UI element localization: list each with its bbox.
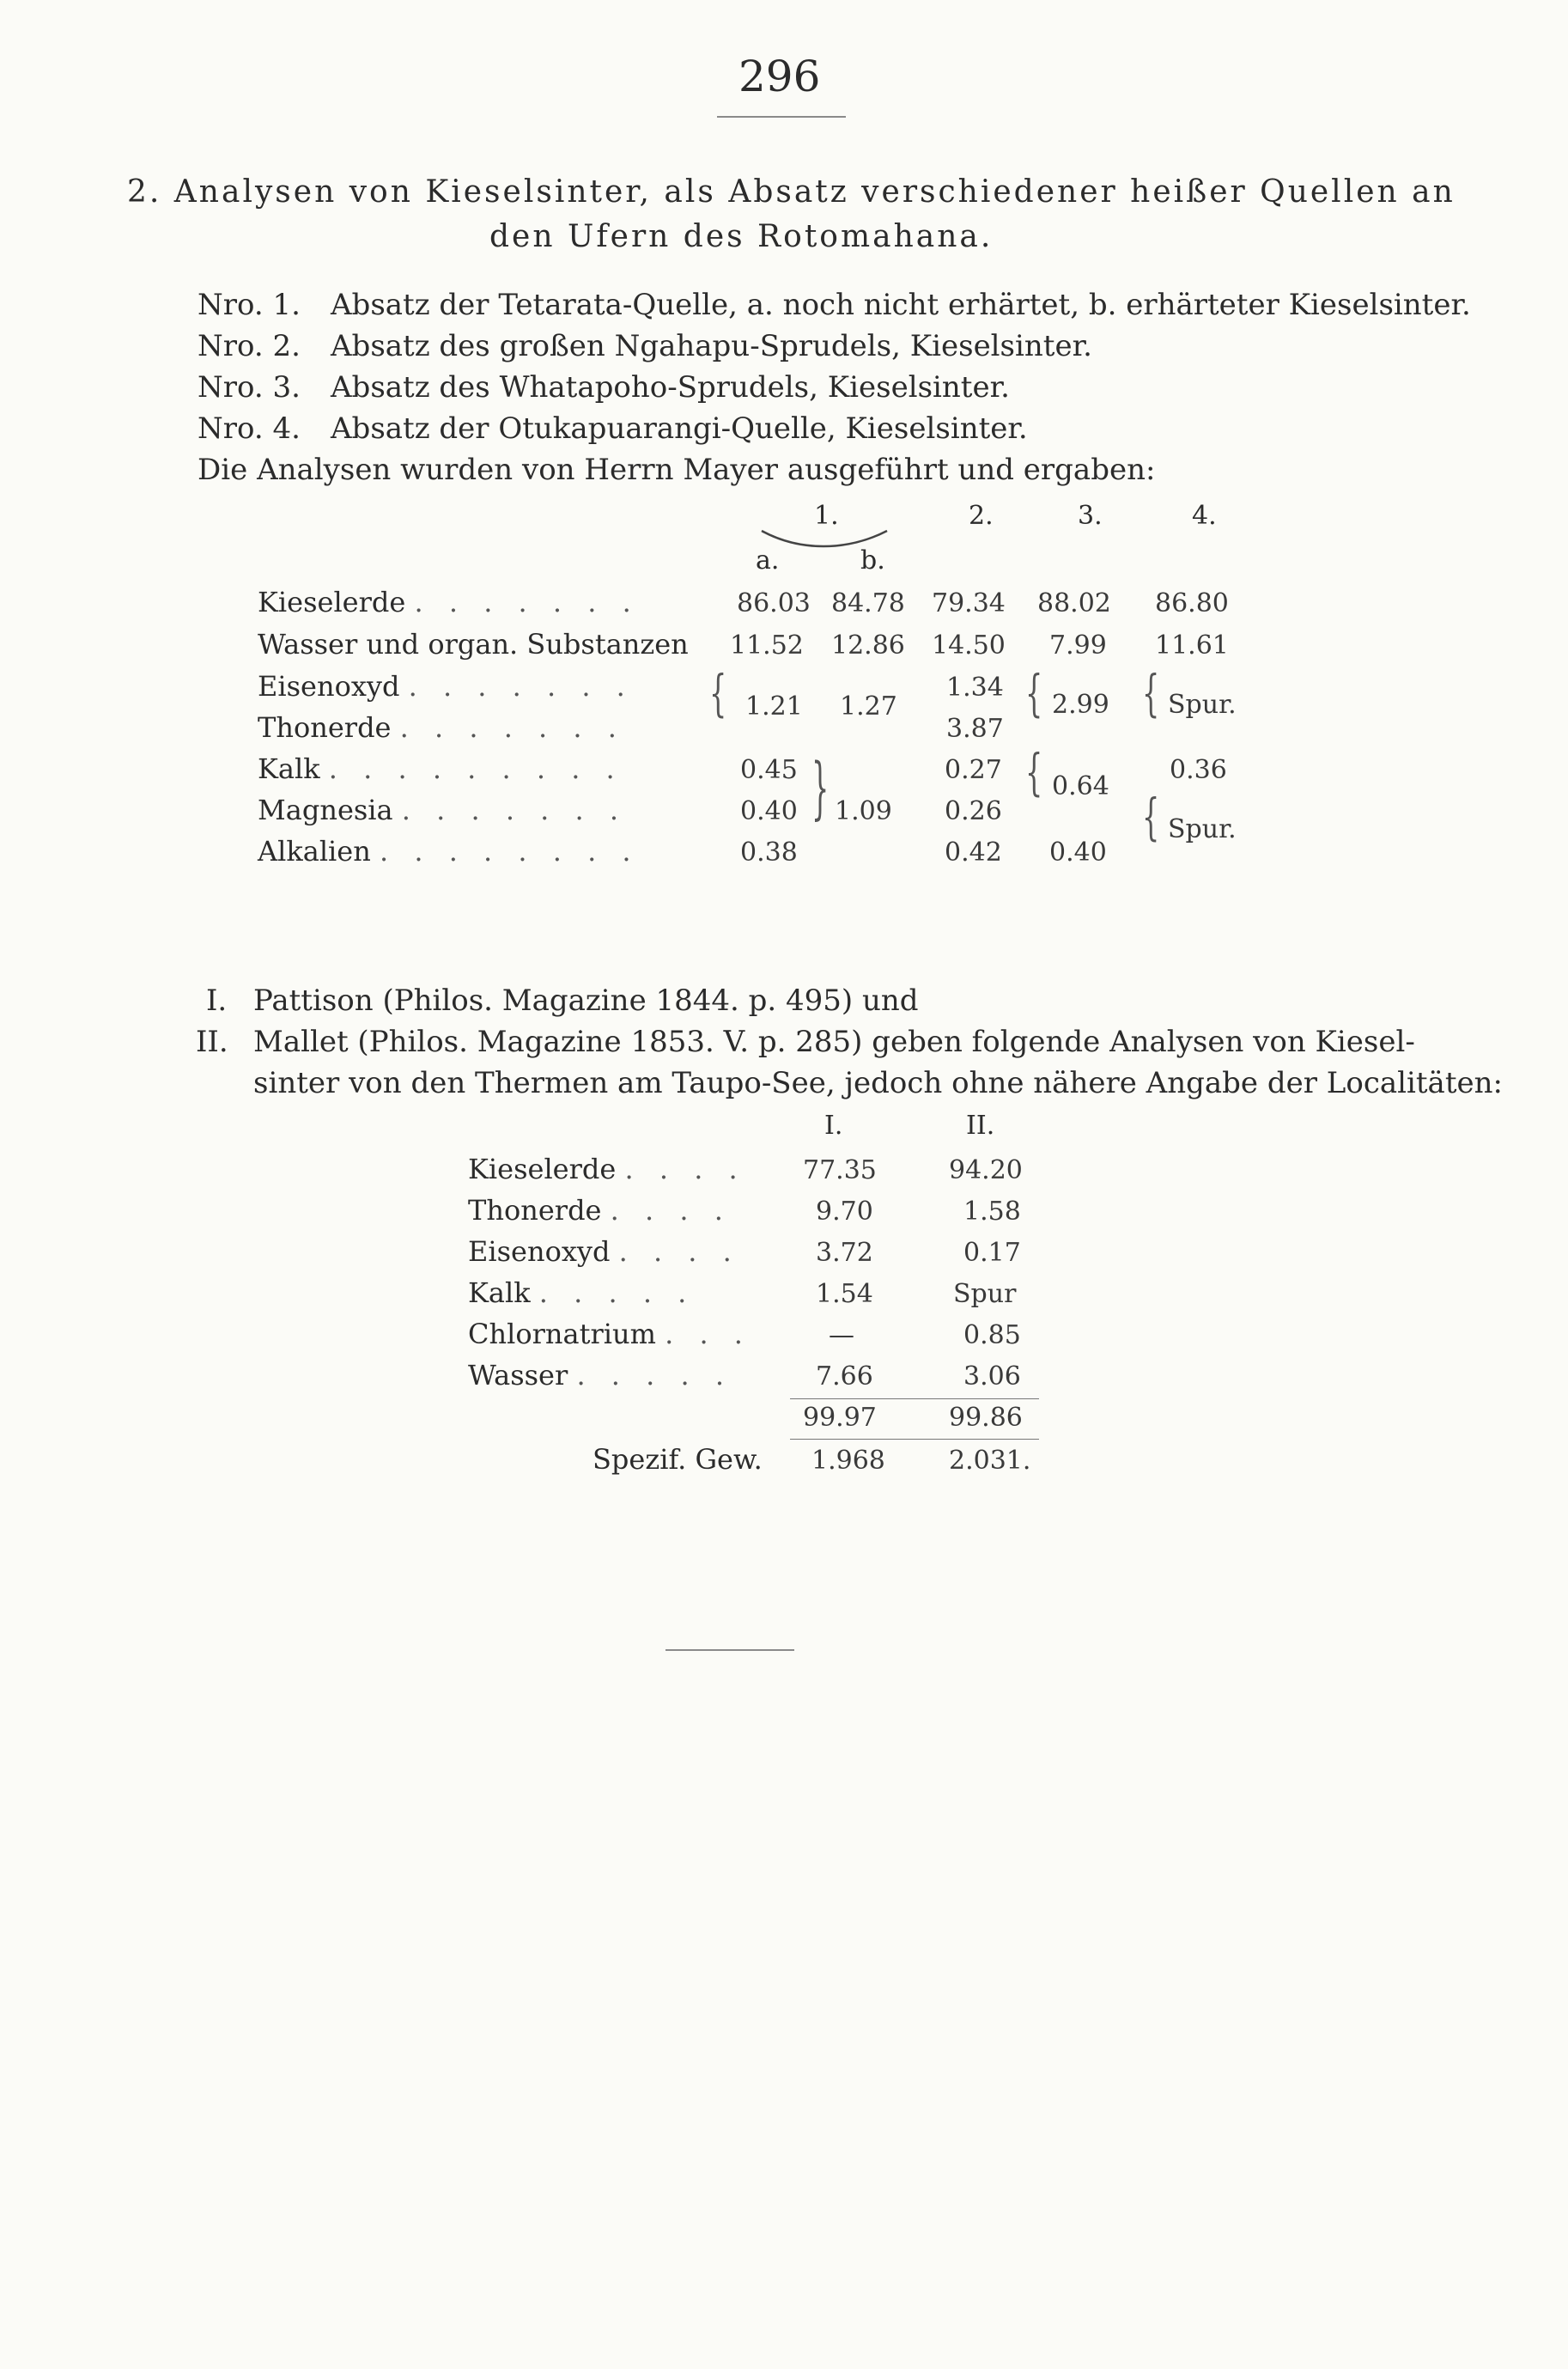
cell-value: Spur. bbox=[1168, 814, 1237, 844]
cell-value: 1.34 bbox=[946, 673, 1004, 703]
col-header: I. bbox=[824, 1111, 843, 1141]
sample-no: Nro. 1. bbox=[198, 288, 301, 322]
cell-value: 0.42 bbox=[945, 837, 1002, 868]
cell-value: 3.06 bbox=[963, 1361, 1021, 1392]
row-label: Magnesia . . . . . . . bbox=[258, 794, 628, 826]
cell-value: 1.09 bbox=[835, 796, 892, 826]
header-rule bbox=[717, 116, 846, 118]
cell-value: 0.40 bbox=[740, 796, 798, 826]
cell-value: 77.35 bbox=[803, 1155, 877, 1185]
cell-value: 7.99 bbox=[1049, 630, 1107, 661]
row-label: Kieselerde . . . . . . . bbox=[258, 586, 640, 618]
brace: } bbox=[811, 748, 830, 827]
cell-value: 3.72 bbox=[816, 1238, 873, 1268]
brace: { bbox=[1025, 743, 1043, 801]
brace: { bbox=[1142, 664, 1160, 722]
cell-value: 1.27 bbox=[840, 691, 897, 722]
sub-header: a. bbox=[756, 545, 780, 576]
cell-value: 0.38 bbox=[740, 837, 798, 868]
row-label: Wasser . . . . . bbox=[468, 1359, 732, 1392]
sample-desc: Absatz des Whatapoho-Sprudels, Kieselsinter. bbox=[331, 370, 1010, 405]
col-header: 1. bbox=[814, 501, 839, 531]
cell-value: 0.36 bbox=[1170, 755, 1227, 785]
row-label: Kalk . . . . . . . . . bbox=[258, 752, 623, 785]
sample-desc: Absatz der Otukapuarangi-Quelle, Kieselsinter. bbox=[331, 411, 1028, 446]
cell-value: 12.86 bbox=[831, 630, 905, 661]
cell-value: 7.66 bbox=[816, 1361, 873, 1392]
col-header: 3. bbox=[1078, 501, 1103, 531]
sub-header: b. bbox=[860, 545, 885, 576]
density-value: 1.968 bbox=[811, 1446, 885, 1476]
cell-value: 11.52 bbox=[730, 630, 804, 661]
cell-value: 0.17 bbox=[963, 1238, 1021, 1268]
brace: { bbox=[1142, 788, 1160, 846]
col-header: 4. bbox=[1192, 501, 1217, 531]
cell-value: 94.20 bbox=[949, 1155, 1023, 1185]
section-heading-line2: den Ufern des Rotomahana. bbox=[489, 219, 994, 254]
cell-value: 0.45 bbox=[740, 755, 798, 785]
total-value: 99.86 bbox=[949, 1403, 1023, 1433]
row-label: Eisenoxyd . . . . . . . bbox=[258, 670, 634, 703]
row-label: Kieselerde . . . . bbox=[468, 1153, 746, 1185]
sample-no: Nro. 2. bbox=[198, 329, 301, 363]
page-number: 296 bbox=[738, 52, 821, 101]
cell-value: 2.99 bbox=[1052, 690, 1109, 720]
cell-value: 86.80 bbox=[1155, 588, 1229, 618]
ref-line: Pattison (Philos. Magazine 1844. p. 495) und bbox=[253, 984, 919, 1018]
cell-value: 79.34 bbox=[932, 588, 1006, 618]
cell-value: 84.78 bbox=[831, 588, 905, 618]
footer-rule bbox=[665, 1649, 794, 1651]
cell-value: — bbox=[829, 1320, 854, 1350]
sample-desc: Absatz des großen Ngahapu-Sprudels, Kieselsinter. bbox=[331, 329, 1092, 363]
sample-no: Nro. 3. bbox=[198, 370, 301, 405]
brace: { bbox=[709, 664, 727, 722]
brace: { bbox=[1025, 664, 1043, 722]
cell-value: 0.40 bbox=[1049, 837, 1107, 868]
row-label: Alkalien . . . . . . . . bbox=[258, 835, 640, 868]
section-heading-line1: 2. Analysen von Kieselsinter, als Absatz verschiedener heißer Quellen an bbox=[127, 174, 1456, 210]
cell-value: 9.70 bbox=[816, 1197, 873, 1227]
cell-value: 0.85 bbox=[963, 1320, 1021, 1350]
total-value: 99.97 bbox=[803, 1403, 877, 1433]
row-label: Thonerde . . . . bbox=[468, 1194, 732, 1227]
cell-value: 0.26 bbox=[945, 796, 1002, 826]
sum-rule bbox=[790, 1398, 1039, 1399]
col-header: II. bbox=[966, 1111, 995, 1141]
cell-value: 88.02 bbox=[1037, 588, 1111, 618]
cell-value: 11.61 bbox=[1155, 630, 1229, 661]
sum-rule bbox=[790, 1439, 1039, 1440]
row-label: Kalk . . . . . bbox=[468, 1276, 696, 1309]
cell-value: 1.54 bbox=[816, 1279, 873, 1309]
row-label: Thonerde . . . . . . . bbox=[258, 711, 625, 744]
cell-value: 86.03 bbox=[737, 588, 811, 618]
cell-value: 0.27 bbox=[945, 755, 1002, 785]
sample-no: Nro. 4. bbox=[198, 411, 301, 446]
cell-value: 14.50 bbox=[932, 630, 1006, 661]
row-label: Eisenoxyd . . . . bbox=[468, 1235, 740, 1268]
density-label: Spezif. Gew. bbox=[593, 1443, 763, 1476]
cell-value: 3.87 bbox=[946, 714, 1004, 744]
ref-number: II. bbox=[196, 1025, 228, 1059]
density-value: 2.031. bbox=[949, 1446, 1031, 1476]
ref-number: I. bbox=[206, 984, 228, 1018]
cell-value: 0.64 bbox=[1052, 771, 1109, 801]
intro-text: Die Analysen wurden von Herrn Mayer ausgeführt und ergaben: bbox=[198, 453, 1156, 487]
col-header: 2. bbox=[969, 501, 994, 531]
cell-value: Spur. bbox=[1168, 690, 1237, 720]
sample-desc: Absatz der Tetarata-Quelle, a. noch nicht erhärtet, b. erhärteter Kieselsinter. bbox=[331, 288, 1471, 322]
row-label: Wasser und organ. Substanzen bbox=[258, 628, 689, 661]
row-label: Chlornatrium . . . bbox=[468, 1318, 751, 1350]
cell-value: Spur bbox=[953, 1279, 1017, 1309]
ref-line: Mallet (Philos. Magazine 1853. V. p. 285) geben folgende Analysen von Kiesel- bbox=[253, 1025, 1415, 1059]
ref-line: sinter von den Thermen am Taupo-See, jedoch ohne nähere Angabe der Localitäten: bbox=[253, 1066, 1503, 1100]
cell-value: 1.58 bbox=[963, 1197, 1021, 1227]
cell-value: 1.21 bbox=[745, 691, 803, 722]
